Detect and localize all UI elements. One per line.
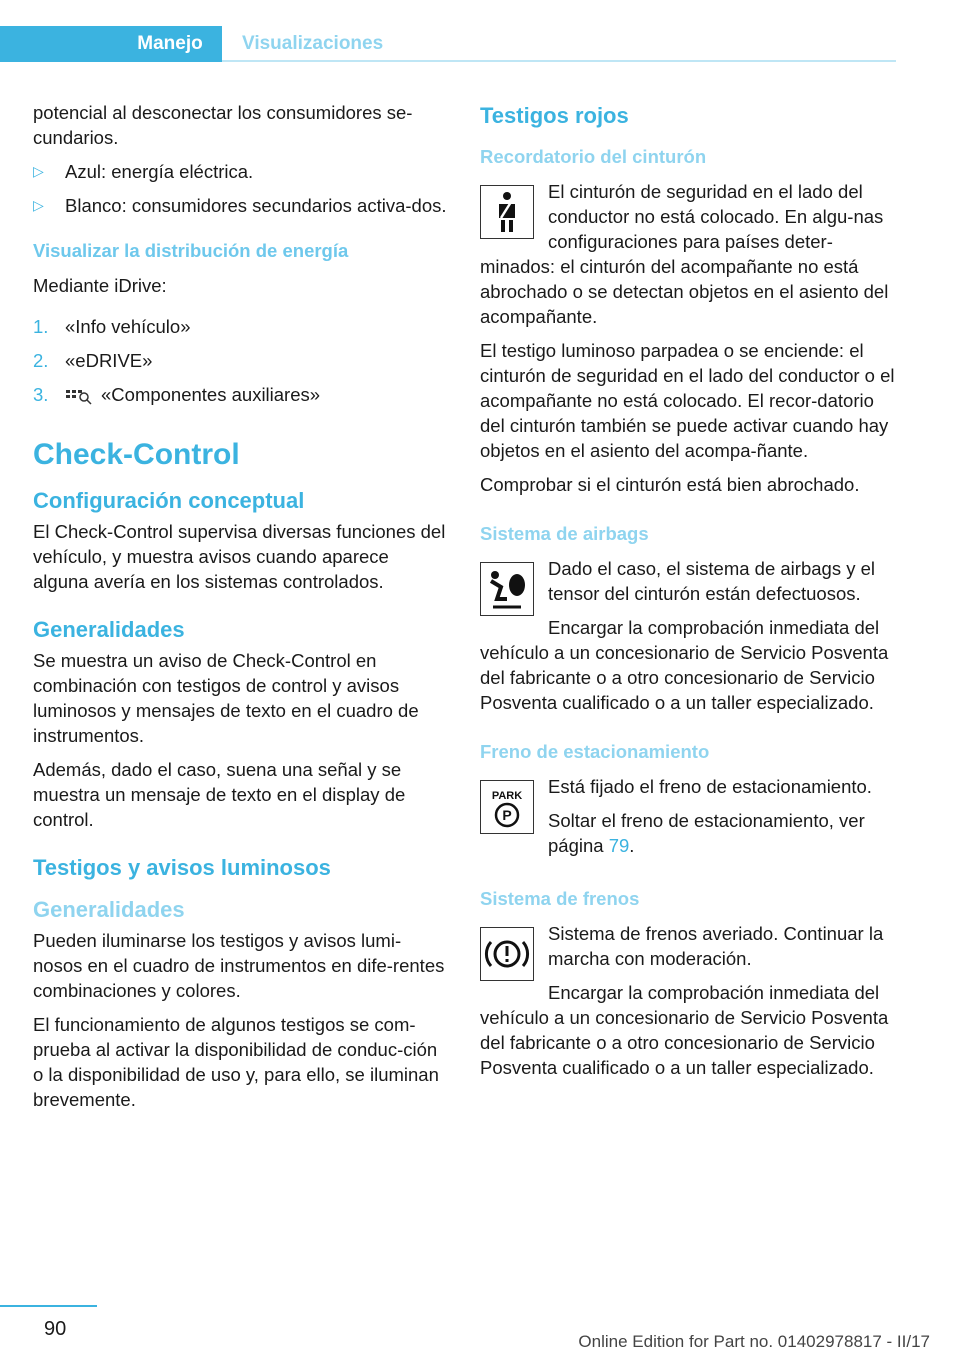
paragraph: Comprobar si el cinturón está bien abrochado. xyxy=(480,474,860,495)
paragraph: Soltar el freno de estacionamiento, ver página 79. xyxy=(548,810,865,856)
triangle-bullet-icon: ▷ xyxy=(33,197,44,213)
section-heading: Sistema de frenos xyxy=(480,888,640,909)
svg-text:PARK: PARK xyxy=(491,790,523,802)
brake-system-warning-icon xyxy=(480,927,534,981)
section-heading: Generalidades xyxy=(33,617,185,642)
step-item: 3. «Componentes auxiliares» xyxy=(33,384,321,405)
paragraph: El testigo luminoso parpadea o se enciende: el cinturón de seguridad en el lado del conductor o el acompañante no está colocado. El recor-datorio del cinturón también se puede activar cuando hay objetos en el asiento del acompa-ñante. xyxy=(480,340,895,461)
page-link[interactable]: 79 xyxy=(608,835,630,856)
auxiliary-components-icon xyxy=(65,387,93,405)
section-heading: Testigos y avisos luminosos xyxy=(33,855,331,880)
triangle-bullet-icon: ▷ xyxy=(33,163,44,179)
header-divider xyxy=(222,60,896,62)
list-item: ▷ Blanco: consumidores secundarios activa-dos. xyxy=(33,195,447,216)
left-column xyxy=(33,100,448,1121)
header-bar xyxy=(0,26,118,62)
page-title: Check-Control xyxy=(33,438,240,471)
section-heading: Generalidades xyxy=(33,897,185,922)
paragraph: Mediante iDrive: xyxy=(33,275,167,296)
paragraph: El funcionamiento de algunos testigos se com-prueba al activar la disponibilidad de conduc-ción o la disponibilidad de uso y, para ello, se iluminan brevemente. xyxy=(33,1014,439,1110)
intro-text: potencial al desconectar los consumidores se-cundarios. xyxy=(33,102,413,148)
page-number: 90 xyxy=(44,1318,67,1340)
paragraph: Además, dado el caso, suena una señal y se muestra un mensaje de texto en el display de control. xyxy=(33,759,406,830)
paragraph: Encargar la comprobación inmediata del vehículo a un concesionario de Servicio Posventa del fabricante o a otro concesionario de Servicio Posventa cualificado o a un taller especializado. xyxy=(480,982,889,1078)
tab-visualizaciones[interactable]: Visualizaciones xyxy=(242,33,384,54)
right-column xyxy=(480,100,895,1089)
paragraph: Dado el caso, el sistema de airbags y el tensor del cinturón están defectuosos. xyxy=(548,558,876,604)
parking-brake-icon xyxy=(480,780,534,834)
paragraph: Está fijado el freno de estacionamiento. xyxy=(548,776,872,797)
paragraph: Se muestra un aviso de Check-Control en combinación con testigos de control y avisos luminosos y mensajes de texto en el cuadro de instrumentos. xyxy=(33,650,419,746)
list-item: ▷ Azul: energía eléctrica. xyxy=(33,161,254,182)
step-item: 2. «eDRIVE» xyxy=(33,350,153,371)
section-heading: Sistema de airbags xyxy=(480,523,649,544)
section-heading: Visualizar la distribución de energía xyxy=(33,240,349,261)
section-heading: Testigos rojos xyxy=(480,103,629,128)
seatbelt-warning-icon xyxy=(480,185,534,239)
step-item: 1. «Info vehículo» xyxy=(33,316,191,337)
paragraph: El cinturón de seguridad en el lado del conductor no está colocado. En algu-nas configuraciones para países deter-minados: el cinturón del acompañante no está abrochado o se detectan objetos en el asiento del acompañante. xyxy=(480,181,889,327)
svg-text:P: P xyxy=(502,807,512,823)
paragraph: Pueden iluminarse los testigos y avisos lumi-nosos en el cuadro de instrumentos en dife-rentes combinaciones y colores. xyxy=(33,930,445,1001)
edition-note: Online Edition for Part no. 01402978817 - II/17 xyxy=(578,1332,930,1351)
section-heading: Recordatorio del cinturón xyxy=(480,146,707,167)
footer-rule xyxy=(0,1305,97,1307)
paragraph: Encargar la comprobación inmediata del vehículo a un concesionario de Servicio Posventa del fabricante o a otro concesionario de Servicio Posventa cualificado o a un taller especializado. xyxy=(480,617,889,713)
section-heading: Freno de estacionamiento xyxy=(480,741,710,762)
section-heading: Configuración conceptual xyxy=(33,488,305,513)
paragraph: El Check-Control supervisa diversas funciones del vehículo, y muestra avisos cuando aparece alguna avería en los sistemas controlados. xyxy=(33,521,446,592)
paragraph: Sistema de frenos averiado. Continuar la marcha con moderación. xyxy=(548,923,884,969)
airbag-warning-icon xyxy=(480,562,534,616)
tab-manejo[interactable]: Manejo xyxy=(118,26,222,62)
